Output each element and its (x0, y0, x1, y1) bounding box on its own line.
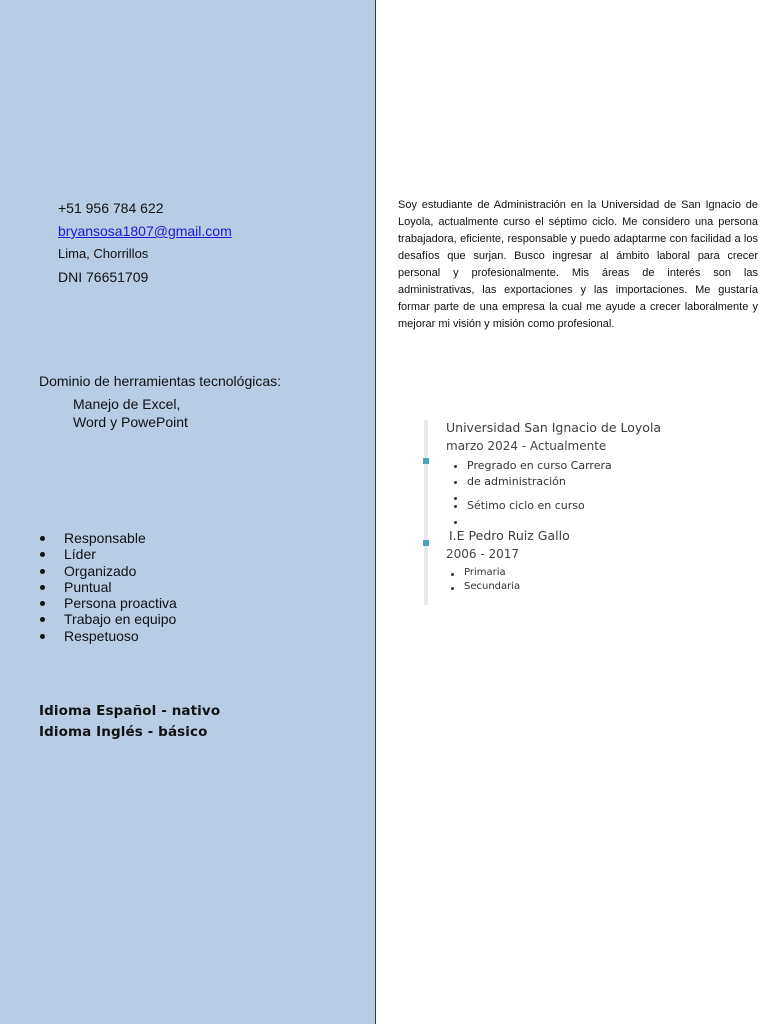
language-item: Idioma Español - nativo (39, 703, 221, 719)
sidebar (0, 0, 376, 1024)
dni: DNI 76651709 (58, 269, 149, 285)
phone-number: +51 956 784 622 (58, 200, 164, 216)
education-dates: marzo 2024 - Actualmente (446, 439, 607, 453)
timeline-marker (423, 458, 429, 464)
language-item: Idioma Inglés - básico (39, 724, 208, 740)
education-detail: Pregrado en curso Carrera (467, 458, 661, 474)
quality-item: Puntual (39, 579, 177, 595)
education-detail: Sétimo ciclo en curso (467, 498, 661, 514)
qualities-list (39, 530, 177, 644)
education-entry (446, 419, 661, 522)
tech-skill-line: Word y PowePoint (73, 414, 188, 430)
education-entry (446, 527, 570, 594)
education-institution: I.E Pedro Ruiz Gallo (449, 528, 570, 543)
quality-item: Responsable (39, 530, 177, 546)
tech-skills-heading: Dominio de herramientas tecnológicas: (39, 373, 282, 389)
languages (39, 701, 220, 743)
tech-skills (39, 371, 281, 431)
quality-item: Trabajo en equipo (39, 611, 177, 627)
education-detail: Secundaria (464, 580, 570, 594)
timeline-marker (423, 540, 429, 546)
profile-summary: Soy estudiante de Administración en la Universidad de San Ignacio de Loyola, actualmente curso el séptimo ciclo. Me considero una persona trabajadora, eficiente, responsable y puedo adaptarme con facilidad a los desafíos que surjan. Busco ingresar al ámbito laboral para crecer personal y profesionalmente. Mis áreas de interés son las administrativas, las exportaciones y las importaciones. Me gustaría formar parte de una empresa la cual me ayude a crecer laboralmente y mejorar mi visión y misión como profesional. (398, 199, 758, 330)
education-timeline (424, 420, 428, 605)
education-detail: de administración (467, 474, 661, 490)
education-institution: Universidad San Ignacio de Loyola (446, 420, 662, 435)
quality-item: Respetuoso (39, 628, 177, 644)
education-dates: 2006 - 2017 (446, 547, 520, 561)
quality-item: Organizado (39, 563, 177, 579)
education-detail (467, 490, 661, 498)
education-detail: Primaria (464, 566, 570, 580)
tech-skill-line: Manejo de Excel, (73, 396, 181, 412)
location: Lima, Chorrillos (58, 246, 149, 261)
quality-item: Persona proactiva (39, 595, 177, 611)
quality-item: Líder (39, 546, 177, 562)
contact-info (58, 199, 232, 291)
email-link[interactable]: bryansosa1807@gmail.com (58, 223, 232, 239)
education-detail (467, 514, 661, 522)
